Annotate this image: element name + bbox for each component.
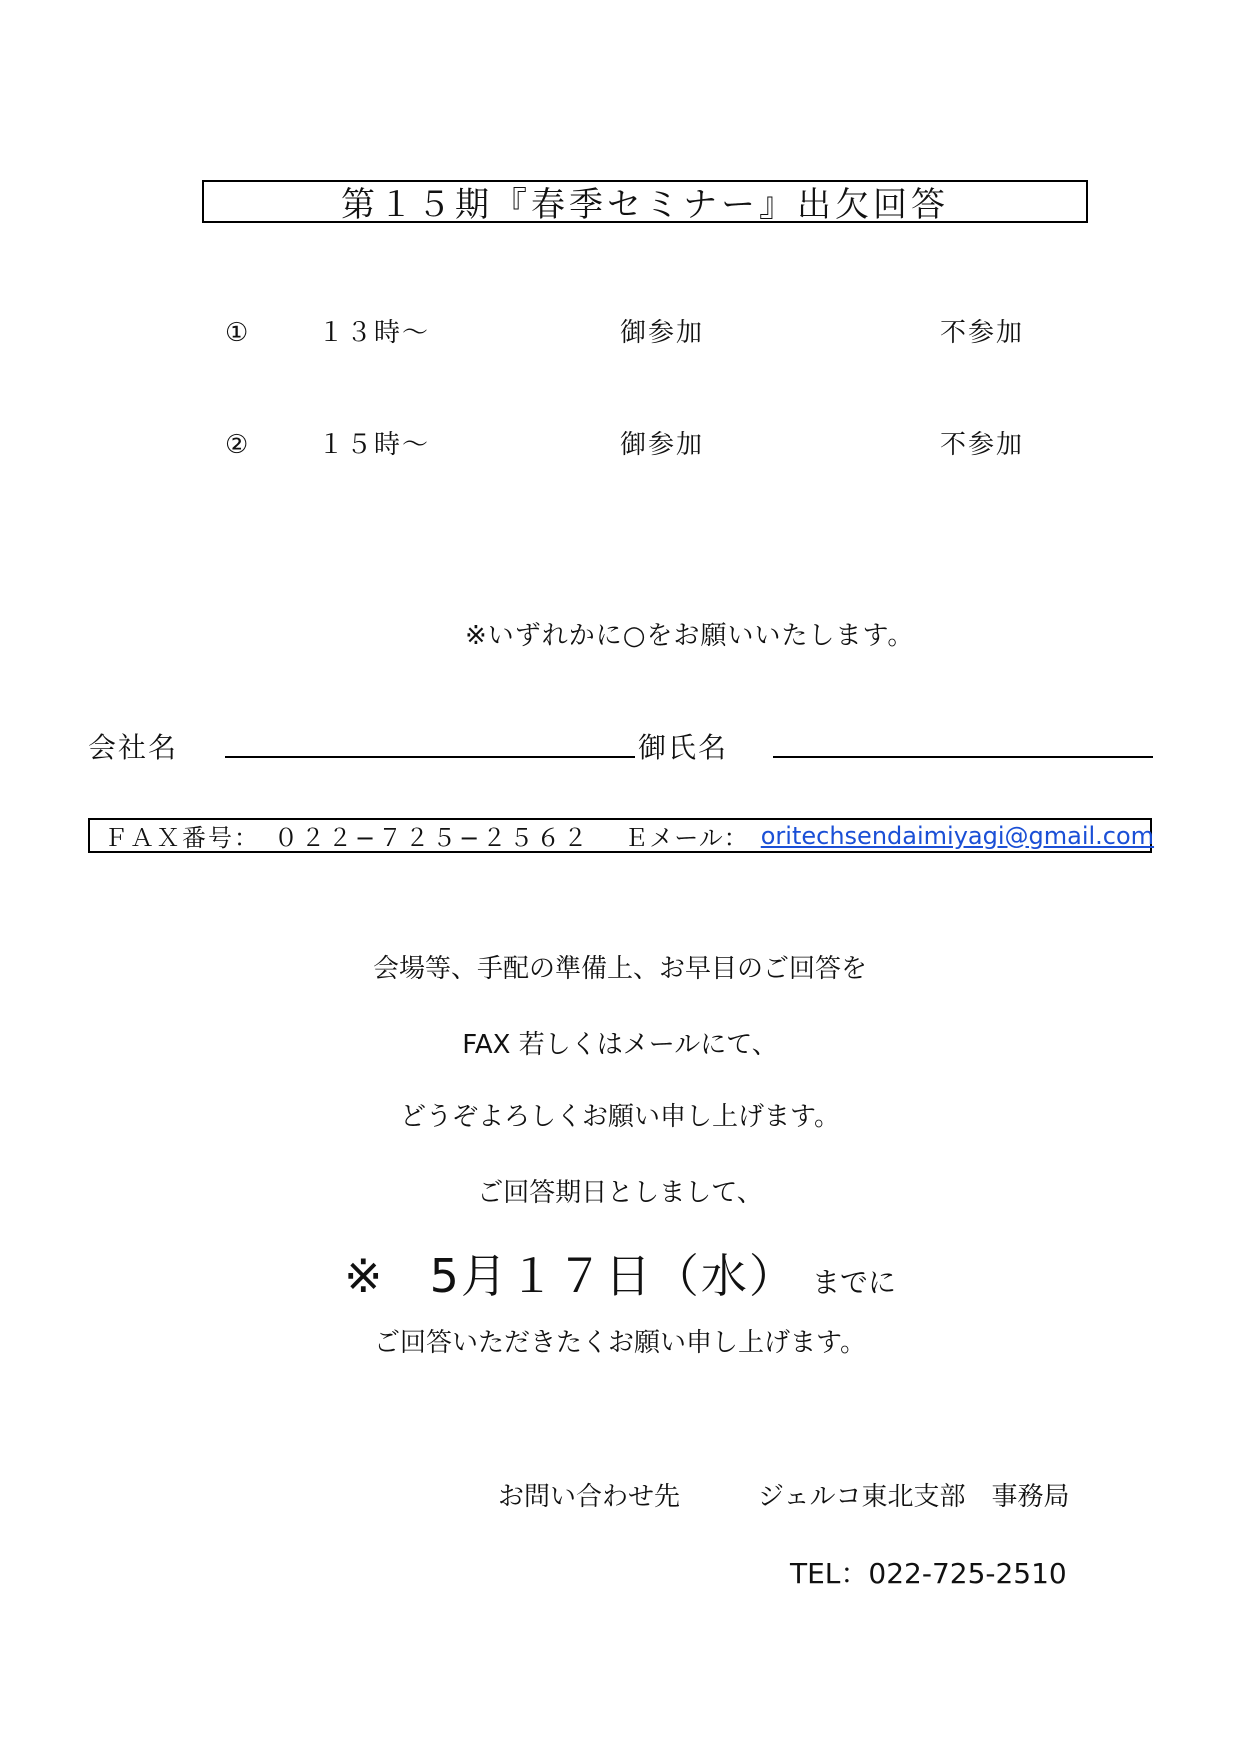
fax-label: ＦＡＸ番号：: [104, 824, 260, 852]
deadline-date: 5月１７日（水）: [429, 1249, 797, 1303]
email-label: Ｅメール：: [624, 824, 749, 852]
page-title-text: 第１５期『春季セミナー』出欠回答: [341, 185, 949, 225]
option-1-marker: ①: [225, 318, 251, 348]
company-field[interactable]: [225, 756, 635, 758]
message-line-2: FAX 若しくはメールにて、: [462, 1030, 778, 1060]
option-1-attend[interactable]: 御参加: [620, 318, 705, 348]
fax-number: ０２２−７２５−２５６２: [274, 824, 591, 852]
option-2-attend[interactable]: 御参加: [620, 430, 705, 460]
message-line-1: 会場等、手配の準備上、お早目のご回答を: [372, 954, 867, 984]
company-label: 会社名: [88, 731, 179, 764]
option-1-absent[interactable]: 不参加: [940, 318, 1025, 348]
deadline-mark: ※: [343, 1249, 385, 1303]
contact-box: [88, 818, 1155, 853]
page-title: [202, 180, 1088, 223]
name-label: 御氏名: [638, 731, 729, 764]
name-field[interactable]: [773, 756, 1153, 758]
selection-note: ※いずれかに○をお願いいたします。: [465, 621, 915, 651]
organization: ジェルコ東北支部 事務局: [758, 1482, 1070, 1512]
deadline: [0, 1240, 1240, 1306]
option-2-time: １５時～: [318, 430, 431, 460]
message-line-4: ご回答期日としまして、: [477, 1178, 763, 1208]
email-link[interactable]: oritechsendaimiyagi@gmail.com: [760, 821, 1155, 850]
deadline-suffix: までに: [812, 1266, 897, 1299]
tel[interactable]: TEL：022-725-2510: [790, 1557, 1067, 1590]
message-line-3: どうぞよろしくお願い申し上げます。: [400, 1102, 840, 1132]
option-2-marker: ②: [225, 430, 251, 460]
option-1-time: １３時～: [318, 318, 431, 348]
inquiry-label: お問い合わせ先: [498, 1482, 681, 1512]
message-line-5: ご回答いただきたくお願い申し上げます。: [374, 1328, 866, 1358]
option-2-absent[interactable]: 不参加: [940, 430, 1025, 460]
